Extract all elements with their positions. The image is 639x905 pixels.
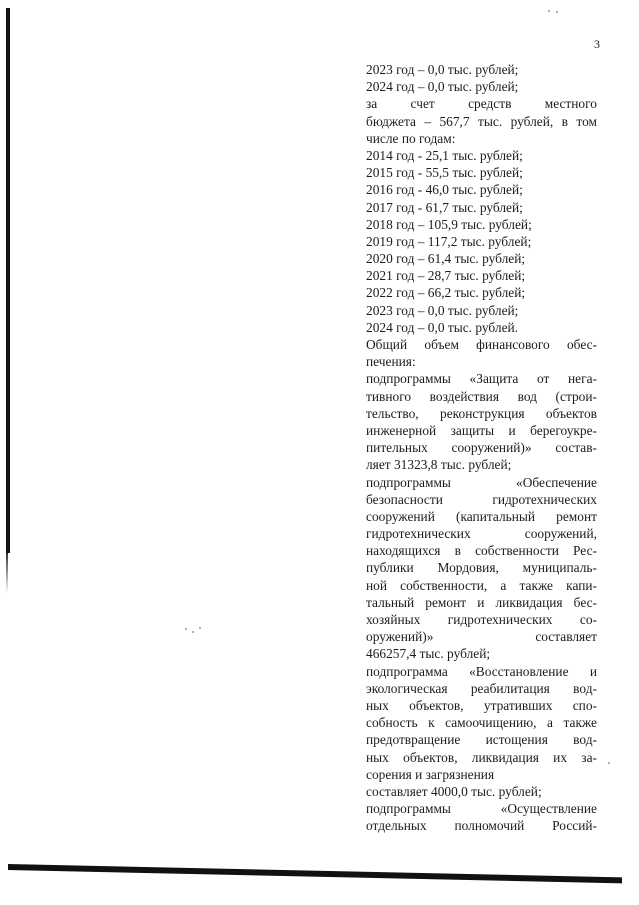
text-line: 2022 год – 66,2 тыс. рублей; — [366, 285, 526, 301]
text-line: печения: — [366, 354, 416, 370]
text-line: подпрограмма «Восстановление и — [366, 663, 597, 679]
text-line: 2019 год – 117,2 тыс. рублей; — [366, 233, 532, 249]
text-line: 2018 год – 105,9 тыс. рублей; — [366, 216, 532, 232]
text-line: подпрограммы «Обеспечение — [366, 474, 597, 490]
text-line: 2023 год – 0,0 тыс. рублей; — [366, 62, 519, 77]
text-line: 2014 год - 25,1 тыс. рублей; — [366, 147, 523, 163]
text-line: сооружений (капитальный ремонт — [366, 508, 597, 524]
scan-speck — [548, 10, 550, 12]
text-line: 2015 год - 55,5 тыс. рублей; — [366, 165, 523, 181]
scan-edge-left — [6, 8, 10, 553]
text-line: Общий объем финансового обес- — [366, 337, 597, 352]
text-line: оружений)» составляет — [366, 629, 597, 645]
text-line: 2017 год - 61,7 тыс. рублей; — [366, 199, 523, 215]
text-line: предотвращение истощения вод- — [366, 732, 597, 748]
scan-speck — [199, 627, 201, 629]
text-line: за счет средств местного — [366, 96, 597, 112]
text-line: гидротехнических сооружений, — [366, 526, 597, 542]
page-number: 3 — [594, 37, 600, 51]
text-line: составляет 4000,0 тыс. рублей; — [366, 783, 542, 799]
text-line: находящихся в собственности Рес- — [366, 543, 597, 559]
text-line: ляет 31323,8 тыс. рублей; — [366, 457, 512, 473]
text-line: пительных сооружений)» состав- — [366, 440, 597, 456]
scan-speck — [192, 631, 194, 633]
text-line: ных объектов, ликвидация их за- — [366, 749, 597, 765]
text-line: 2016 год - 46,0 тыс. рублей; — [366, 182, 523, 198]
text-line: безопасности гидротехнических — [366, 491, 597, 507]
scan-speck — [185, 628, 187, 630]
text-line: тивного воздействия вод (строи- — [366, 388, 597, 404]
text-line: подпрограммы «Осуществление — [366, 801, 597, 817]
scan-speck — [556, 11, 558, 13]
text-line: инженерной защиты и берегоукре- — [366, 422, 597, 438]
text-line: 2023 год – 0,0 тыс. рублей; — [366, 302, 519, 318]
text-line: 2021 год – 28,7 тыс. рублей; — [366, 268, 526, 284]
text-line: подпрограммы «Защита от нега- — [366, 371, 597, 387]
text-line: тальный ремонт и ликвидация бес- — [366, 594, 597, 610]
text-line: ных объектов, утративших спо- — [366, 697, 597, 713]
text-line: 2024 год – 0,0 тыс. рублей; — [366, 79, 519, 95]
text-line: бюджета – 567,7 тыс. рублей, в том — [366, 113, 597, 129]
text-line: тельство, реконструкция объектов — [366, 405, 597, 421]
scan-edge-bottom — [8, 864, 622, 888]
text-line: 2024 год – 0,0 тыс. рублей. — [366, 319, 519, 335]
text-line: 466257,4 тыс. рублей; — [366, 646, 491, 662]
text-line: собность к самоочищению, а также — [366, 715, 597, 731]
document-text-column — [366, 61, 597, 834]
text-line: 2020 год – 61,4 тыс. рублей; — [366, 251, 526, 267]
text-line: отдельных полномочий Россий- — [366, 818, 597, 834]
text-line: ной собственности, а также капи- — [366, 577, 597, 593]
scan-speck — [608, 762, 610, 764]
text-line: числе по годам: — [366, 130, 456, 146]
text-line: публики Мордовия, муниципаль- — [366, 560, 597, 576]
scan-edge-left-fade — [6, 553, 8, 593]
text-line: хозяйных гидротехнических со- — [366, 612, 597, 627]
text-line: сорения и загрязнения — [366, 766, 495, 782]
text-line: экологическая реабилитация вод- — [366, 680, 597, 696]
